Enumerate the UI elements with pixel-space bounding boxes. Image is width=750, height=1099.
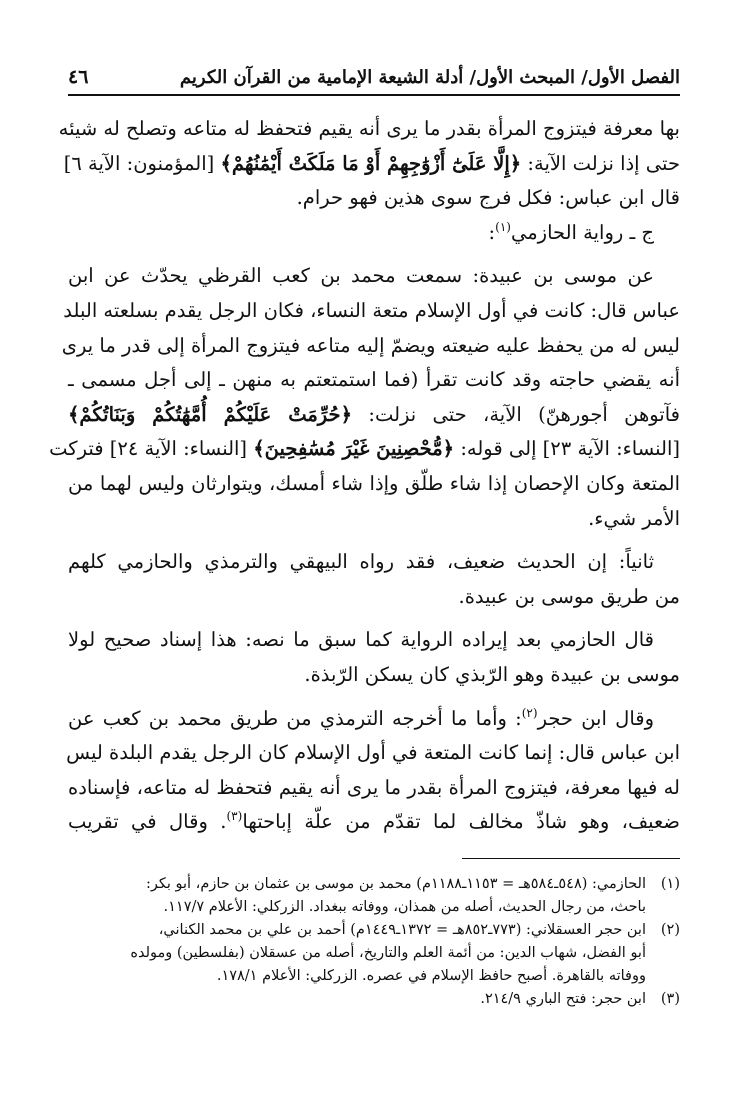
footnote-text: الحازمي: (٥٤٨ـ٥٨٤هـ = ١١٥٣ـ١١٨٨م) محمد بن موسى بن عثمان بن حازم، أبو بكر: <box>145 875 646 892</box>
footnote-number: (٣) <box>660 990 680 1007</box>
text-line: عن موسى بن عبيدة: سمعت محمد بن كعب القرظي يحدّث عن ابن <box>68 264 654 288</box>
page-number: ٤٦ <box>68 66 89 88</box>
footnote-line: أبو الفضل، شهاب الدين: من أئمة العلم والتاريخ، أصله من عسقلان (بفلسطين) ومولده <box>130 944 646 961</box>
text-span: : وأما ما أخرجه الترمذي من طريق محمد بن كعب عن <box>68 706 522 730</box>
text-line: أنه يقضي حاجته وقد كانت تقرأ (فما استمتعتم به منهن ـ إلى أجل مسمى ـ <box>68 368 680 392</box>
footnote-line <box>68 873 680 896</box>
text-line: ليس له من يحفظ عليه ضيعته ويضمّ إليه متاعه فيتزوج المرأة إلى قدر ما يرى <box>61 333 680 357</box>
quran-quote: ﴿حُرِّمَتْ عَلَيْكُمْ أُمَّهَٰتُكُمْ وَبَنَاتُكُمْ﴾ <box>68 402 353 426</box>
verse-reference: [المؤمنون: الآية ٦] <box>63 151 215 175</box>
footnote-marker: (٢) <box>521 705 538 720</box>
footnote-line: ووفاته بالقاهرة. أصبح حافظ الإسلام في عصره. الزركلي: الأعلام ١٧٨/١. <box>216 967 646 984</box>
text-span: . وقال في تقريب <box>68 810 227 834</box>
heading-text: ج ـ رواية الحازمي <box>510 220 654 244</box>
text-span: [النساء: الآية ٢٣] إلى قوله: <box>460 437 680 461</box>
quran-quote: ﴿إِلَّا عَلَىٰٓ أَزْوَٰجِهِمْ أَوْ مَا مَلَكَتْ أَيْمَٰنُهُمْ﴾ <box>220 151 522 175</box>
footnote-line <box>68 919 680 942</box>
text-line <box>63 147 680 182</box>
main-text <box>49 112 681 840</box>
footnote-number: (١) <box>660 875 680 892</box>
footnotes <box>68 873 680 1011</box>
text-span: حتى إذا نزلت الآية: <box>527 151 680 175</box>
footnote-number: (٢) <box>660 921 680 938</box>
quran-quote: ﴿مُّحْصِنِينَ غَيْرَ مُسَٰفِحِينَ﴾ <box>253 437 455 461</box>
text-line <box>68 702 680 737</box>
footnote-line: باحث، من رجال الحديث، أصله من همذان، ووفاته ببغداد. الزركلي: الأعلام ١١٧/٧. <box>163 898 646 915</box>
text-line: قال ابن عباس: فكل فرج سوى هذين فهو حرام. <box>296 186 680 210</box>
text-line: ثانياً: إن الحديث ضعيف، فقد رواه البيهقي والترمذي والحازمي كلهم <box>68 550 654 574</box>
text-line: له فيها معرفة، فيتزوج المرأة بقدر ما يرى أنه يقيم فتحفظ له متاعه، فإسناده <box>68 775 680 799</box>
section-heading <box>68 216 680 251</box>
footnote-line <box>68 988 680 1011</box>
text-line: موسى بن عبيدة وهو الرّبذي كان يسكن الرّبذة. <box>304 662 680 686</box>
text-line: بها معرفة فيتزوج المرأة بقدر ما يرى أنه يقيم فتحفظ له متاعه وتصلح له شيئه <box>58 117 680 140</box>
text-line: عباس قال: كانت في أول الإسلام متعة النساء، فكان الرجل يقدم بسلعته البلد <box>63 298 680 322</box>
footnote-text: ابن حجر: فتح الباري ٢١٤/٩. <box>480 990 646 1007</box>
footnote-marker: (١) <box>495 219 511 234</box>
footnote-text: ابن حجر العسقلاني: (٧٧٣ـ٨٥٢هـ = ١٣٧٢ـ١٤٤٩م) أحمد بن علي بن محمد الكناني، <box>158 921 646 938</box>
text-line <box>68 398 680 433</box>
text-line: المتعة وكان الإحصان إذا شاء طلّق وإذا شاء أمسك، ويتوارثان وليس لهما من <box>68 471 680 495</box>
heading-colon: : <box>488 220 496 244</box>
text-line: من طريق موسى بن عبيدة. <box>458 584 680 608</box>
running-header <box>68 54 680 96</box>
text-line: قال الحازمي بعد إيراده الرواية كما سبق ما نصه: هذا إسناد صحيح لولا <box>68 628 654 652</box>
text-line: الأمر شيء. <box>588 506 680 530</box>
verse-reference: [النساء: الآية ٢٤] فتركت <box>49 437 248 461</box>
text-span: ضعيف، وهو شاذّ مخالف لما تقدّم من علّة إباحتها <box>242 810 680 834</box>
footnote-marker: (٣) <box>226 809 243 824</box>
text-span: فآتوهن أجورهنّ) الآية، حتى نزلت: <box>368 402 681 426</box>
text-span: وقال ابن حجر <box>537 706 654 730</box>
text-line <box>49 432 680 467</box>
chapter-title: الفصل الأول/ المبحث الأول/ أدلة الشيعة الإمامية من القرآن الكريم <box>179 67 680 88</box>
footnote-separator <box>462 858 680 859</box>
text-line <box>68 805 680 840</box>
text-line: ابن عباس قال: إنما كانت المتعة في أول الإسلام كان الرجل يقدم البلدة ليس <box>66 741 680 765</box>
